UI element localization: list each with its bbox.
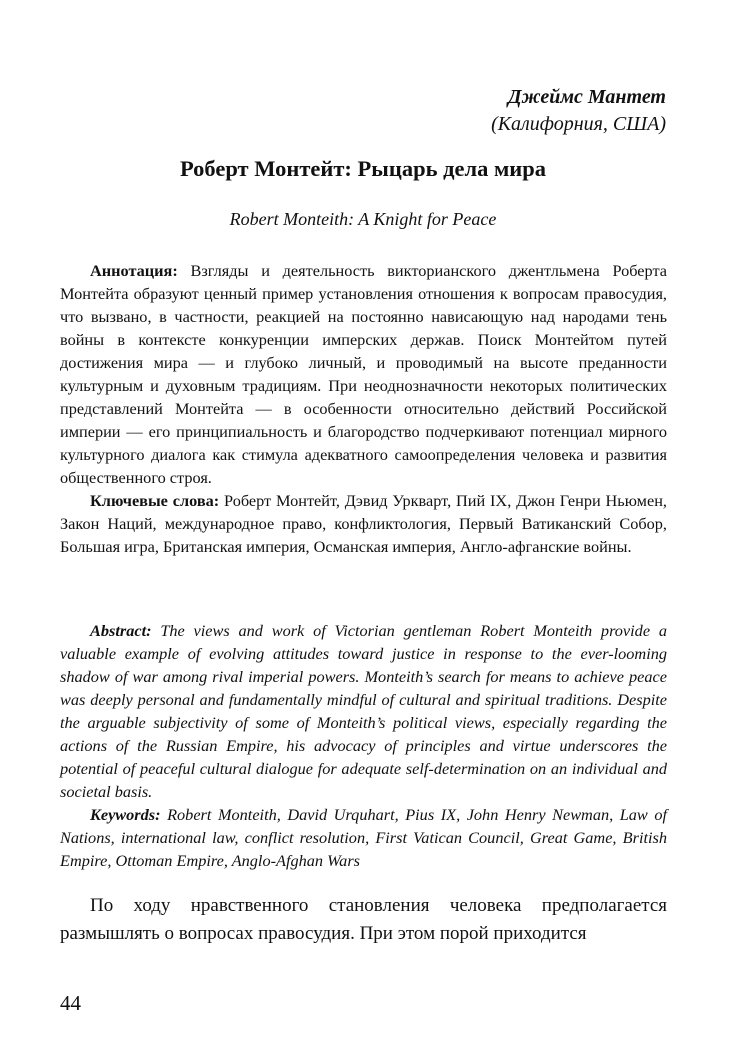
abstract-en-label: Abstract: xyxy=(90,621,152,640)
keywords-ru-paragraph xyxy=(60,489,667,558)
russian-abstract-block xyxy=(60,259,667,558)
keywords-ru-label: Ключевые слова: xyxy=(90,491,220,510)
english-abstract-block xyxy=(60,619,667,872)
keywords-en-label: Keywords: xyxy=(90,805,161,824)
keywords-en-text: Robert Monteith, David Urquhart, Pius IX, John Henry Newman, Law of Nations, international law, conflict resolution, First Vatican Council, Great Game, British Empire, Ottoman Empire, Anglo-Afghan Wars xyxy=(60,805,667,870)
keywords-en-paragraph xyxy=(60,803,667,872)
abstract-en-paragraph xyxy=(60,619,667,803)
annotation-paragraph xyxy=(60,259,667,489)
annotation-text: Взгляды и деятельность викторианского джентльмена Роберта Монтейта образуют ценный пример установления отношения к вопросам правосудия, что вызвано, в частности, реакцией на постоянно нависающую над народами тень войны в контексте конкуренции имперских держав. Поиск Монтейтом путей достижения мира — и глубоко личный, и проводимый на высоте преданности культурным и духовным традициям. При неоднозначности некоторых политических представлений Монтейта — в особенности относительно действий Российской империи — его принципиальность и благородство подчеркивают потенциал мирного культурного диалога как стимула адекватного самоопределения человека и развития общественного строя. xyxy=(60,261,667,487)
page-number: 44 xyxy=(60,991,81,1015)
article-title: Роберт Монтейт: Рыцарь дела мира xyxy=(179,156,547,181)
keywords-ru-text: Роберт Монтейт, Дэвид Уркварт, Пий IX, Джон Генри Ньюмен, Закон Наций, международное право, конфликтология, Первый Ватиканский Собор, Большая игра, Британская империя, Османская империя, Англо-афганские войны. xyxy=(60,491,667,556)
author-name: Джеймс Мантет xyxy=(507,86,666,108)
author-location: (Калифорния, США) xyxy=(491,113,666,135)
author-block xyxy=(491,84,666,138)
body-paragraph: По ходу нравственного становления человека предполагается размышлять о вопросах правосудия. При этом порой приходится xyxy=(60,895,667,944)
article-subtitle: Robert Monteith: A Knight for Peace xyxy=(229,209,497,229)
body-text xyxy=(60,892,667,948)
abstract-en-text: The views and work of Victorian gentleman Robert Monteith provide a valuable example of evolving attitudes toward justice in response to the ever-looming shadow of war among rival imperial powers. Monteith’s search for means to achieve peace was deeply personal and fundamentally mindful of cultural and spiritual traditions. Despite the arguable subjectivity of some of Monteith’s political views, especially regarding the actions of the Russian Empire, his advocacy of principles and virtue underscores the potential of peaceful cultural dialogue for adequate self-determination on an individual and societal basis. xyxy=(60,621,667,801)
annotation-label: Аннотация: xyxy=(90,261,178,280)
